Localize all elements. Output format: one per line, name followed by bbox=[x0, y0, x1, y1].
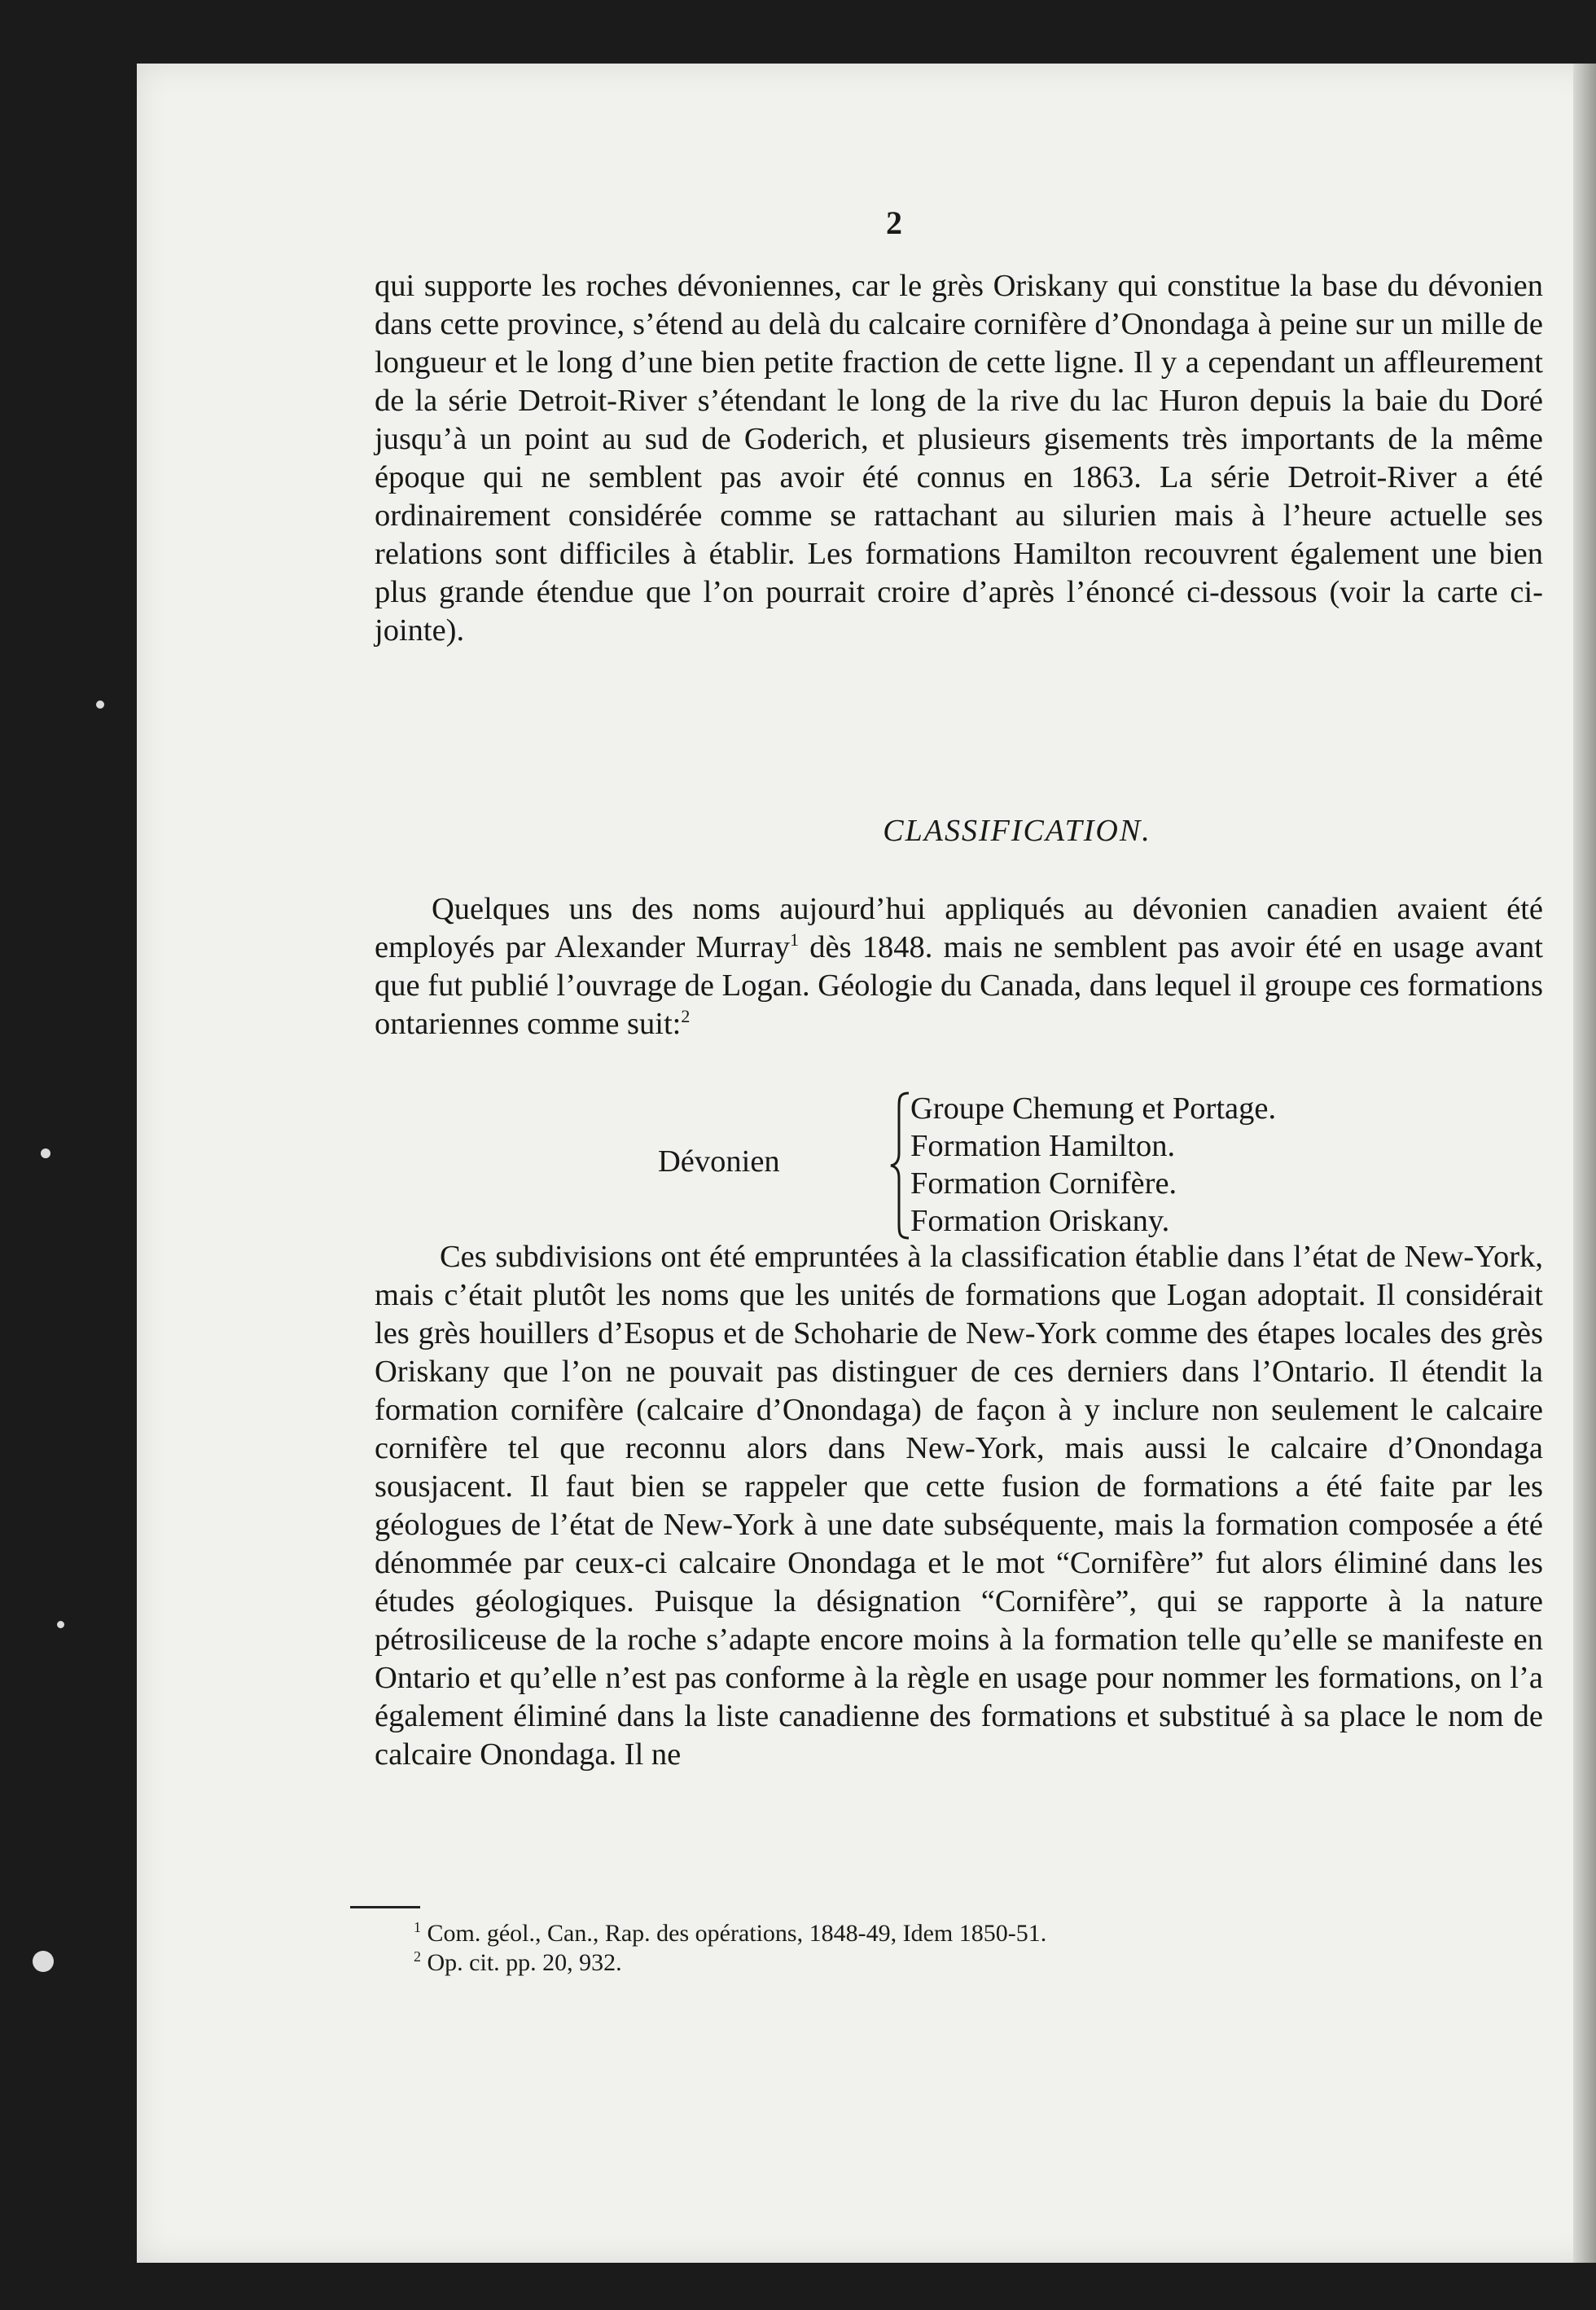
footnote-text: Com. géol., Can., Rap. des opérations, 1848-49, Idem 1850-51. bbox=[421, 1920, 1047, 1947]
footnote-ref-1: 1 bbox=[790, 929, 800, 951]
paragraph-subdivisions bbox=[375, 1238, 1543, 1774]
footnote-text: Op. cit. pp. 20, 932. bbox=[421, 1949, 622, 1976]
scan-speck bbox=[96, 700, 104, 709]
scan-speck bbox=[57, 1621, 64, 1628]
classification-item: Formation Oriskany. bbox=[910, 1204, 1170, 1238]
footnote-item bbox=[414, 1948, 1046, 1978]
footnote-mark: 2 bbox=[414, 1948, 421, 1965]
paragraph-intro bbox=[375, 267, 1543, 650]
section-heading: CLASSIFICATION. bbox=[883, 814, 1151, 848]
paragraph-subdivisions-text: Ces subdivisions ont été empruntées à la classification établie dans l’état de New-York, mais c’était plutôt les noms que les unités de formations que Logan adoptait. Il considérait les grès houillers d’Esopus et de Schoharie de New-York comme des étapes locales des grès Oriskany que l’on ne pouvait pas distinguer de ces derniers dans l’Ontario. Il étendit la formation cornifère (calcaire d’Onondaga) de façon à y inclure non seulement le calcaire cornifère tel que reconnu alors dans New-York, mais aussi le calcaire d’Onondaga sousjacent. Il faut bien se rappeler que cette fusion de formations a été faite par les géologues de l’état de New-York à une date subséquente, mais la formation composée a été dénommée par ceux-ci calcaire Onondaga et le mot “Cornifère” fut alors éliminé dans les études géologiques. Puisque la désignation “Cornifère”, qui se rapporte à la nature pétrosiliceuse de la roche s’adapte encore moins à la formation telle qu’elle se manifeste en Ontario et qu’elle n’est pas conforme à la règle en usage pour nommer les formations, on l’a également éliminé dans la liste canadienne des formations et substitué à sa place le nom de calcaire Onondaga. Il ne bbox=[375, 1240, 1543, 1772]
classification-item: Formation Cornifère. bbox=[910, 1166, 1177, 1201]
classification-list bbox=[137, 1090, 1596, 1245]
page-number: 2 bbox=[886, 204, 902, 241]
footnote-mark: 1 bbox=[414, 1919, 421, 1935]
curly-brace-icon bbox=[888, 1090, 912, 1241]
classification-item: Groupe Chemung et Portage. bbox=[910, 1091, 1277, 1126]
footnote-ref-2: 2 bbox=[681, 1006, 691, 1027]
document-page bbox=[137, 64, 1596, 2263]
footnote-item bbox=[414, 1919, 1046, 1948]
paragraph-classification bbox=[375, 890, 1543, 1043]
classification-items bbox=[910, 1090, 1276, 1240]
classification-label: Dévonien bbox=[658, 1144, 780, 1179]
paragraph-intro-text: qui supporte les roches dévoniennes, car le grès Oriskany qui constitue la base du dévonien dans cette province, s’étend au delà du calcaire cornifère d’Onondaga à peine sur un mille de longueur et le long d’une bien petite fraction de cette ligne. Il y a cependant un affleurement de la série Detroit-River s’étendant le long de la rive du lac Huron depuis la baie du Doré jusqu’à un point au sud de Goderich, et plusieurs gisements très importants de la même époque qui ne semblent pas avoir été connus en 1863. La série Detroit-River a été ordinairement considérée comme se rattachant au silurien mais à l’heure actuelle ses relations sont difficiles à établir. Les formations Hamilton recouvrent également une bien plus grande étendue que l’on pourrait croire d’après l’énoncé ci-dessous (voir la carte ci-jointe). bbox=[375, 269, 1543, 648]
scan-speck bbox=[41, 1148, 50, 1158]
scan-speck bbox=[33, 1951, 54, 1972]
footnote-divider bbox=[350, 1906, 420, 1908]
paragraph-classification-part-a: Quelques uns des noms aujourd’hui appliqués au dévonien canadien avaient été employés par Alexander Murray bbox=[375, 892, 1543, 964]
paragraph-classification-part-b: dès 1848. mais ne semblent pas avoir été en usage avant que fut publié l’ouvrage de Logan. Géologie du Canada, dans lequel il groupe ces formations ontariennes comme suit: bbox=[375, 930, 1543, 1041]
footnotes bbox=[414, 1919, 1046, 1978]
classification-item: Formation Hamilton. bbox=[910, 1129, 1176, 1163]
paragraph-classification-text bbox=[375, 890, 1543, 1043]
